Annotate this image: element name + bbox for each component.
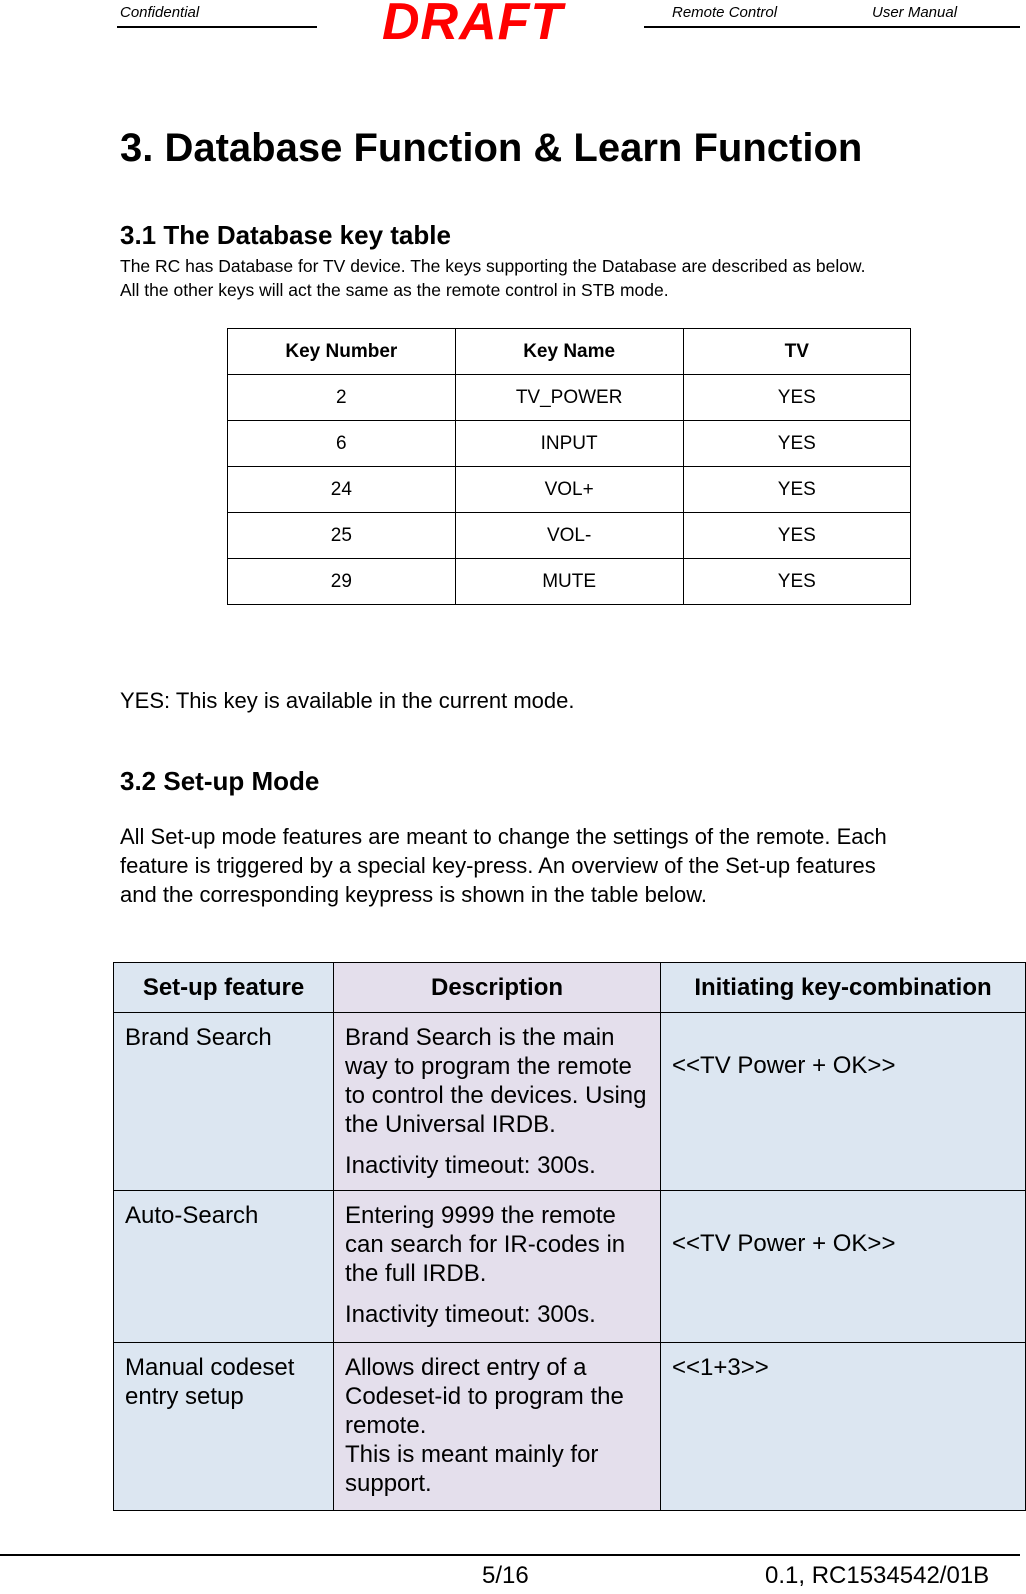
key-combination-cell: <<TV Power + OK>> <box>661 1191 1026 1343</box>
feature-cell: Manual codeset entry setup <box>114 1343 334 1511</box>
footer-rule <box>0 1554 1020 1556</box>
feature-cell: Auto-Search <box>114 1191 334 1343</box>
page-number: 5/16 <box>482 1562 529 1589</box>
key-table-header-row <box>228 329 911 375</box>
header-doc-type: User Manual <box>872 4 958 21</box>
support-note-text: This is meant mainly for support. <box>345 1441 599 1497</box>
database-intro-line2: All the other keys will act the same as the remote control in STB mode. <box>120 280 669 300</box>
feature-cell: Brand Search <box>114 1013 334 1191</box>
key-name-header: Key Name <box>455 329 683 375</box>
subsection-database-title: 3.1 The Database key table <box>120 220 451 250</box>
yes-note: YES: This key is available in the current mode. <box>120 688 575 713</box>
key-combination-cell: <<1+3>> <box>661 1343 1026 1511</box>
setup-intro-line3: and the corresponding keypress is shown in the table below. <box>120 882 708 907</box>
key-name-cell: TV_POWER <box>455 375 683 421</box>
timeout-text: Inactivity timeout: 300s. <box>345 1301 596 1328</box>
setup-table-header-row <box>114 963 1026 1013</box>
section-title: 3. Database Function & Learn Function <box>120 126 863 170</box>
tv-header: TV <box>683 329 910 375</box>
timeout-text: Inactivity timeout: 300s. <box>345 1152 596 1179</box>
table-row <box>228 559 911 605</box>
description-cell <box>334 1343 661 1511</box>
key-name-cell: VOL- <box>455 513 683 559</box>
table-row <box>228 421 911 467</box>
description-cell <box>334 1191 661 1343</box>
setup-feature-header: Set-up feature <box>114 963 334 1013</box>
key-number-cell: 29 <box>228 559 456 605</box>
key-number-cell: 24 <box>228 467 456 513</box>
draft-watermark: DRAFT <box>382 0 564 51</box>
key-name-cell: INPUT <box>455 421 683 467</box>
tv-support-cell: YES <box>683 421 910 467</box>
setup-intro-line2: feature is triggered by a special key-press. An overview of the Set-up features <box>120 853 876 878</box>
setup-mode-table <box>113 962 1026 1511</box>
description-cell <box>334 1013 661 1191</box>
setup-intro-line1: All Set-up mode features are meant to change the settings of the remote. Each <box>120 824 887 849</box>
key-number-cell: 2 <box>228 375 456 421</box>
key-number-header: Key Number <box>228 329 456 375</box>
key-number-cell: 6 <box>228 421 456 467</box>
description-text: Allows direct entry of a Codeset-id to program the remote. <box>345 1354 624 1439</box>
header-rule-right <box>644 26 1020 28</box>
header-rule-left <box>117 26 317 28</box>
header-confidential: Confidential <box>120 4 200 21</box>
description-text: Entering 9999 the remote can search for IR-codes in the full IRDB. <box>345 1202 626 1287</box>
database-key-table <box>227 328 911 605</box>
key-name-cell: MUTE <box>455 559 683 605</box>
table-row <box>228 513 911 559</box>
tv-support-cell: YES <box>683 467 910 513</box>
document-id: 0.1, RC1534542/01B <box>765 1562 990 1589</box>
table-row <box>114 1013 1026 1191</box>
tv-support-cell: YES <box>683 559 910 605</box>
table-row <box>228 467 911 513</box>
subsection-setup-title: 3.2 Set-up Mode <box>120 766 320 796</box>
database-intro-line1: The RC has Database for TV device. The keys supporting the Database are described as below. <box>120 256 866 276</box>
key-combination-cell: <<TV Power + OK>> <box>661 1013 1026 1191</box>
table-row <box>228 375 911 421</box>
description-text: Brand Search is the main way to program the remote to control the devices. Using the Universal IRDB. <box>345 1024 647 1138</box>
tv-support-cell: YES <box>683 513 910 559</box>
description-header: Description <box>334 963 661 1013</box>
header-product: Remote Control <box>672 4 778 21</box>
table-row <box>114 1191 1026 1343</box>
key-name-cell: VOL+ <box>455 467 683 513</box>
tv-support-cell: YES <box>683 375 910 421</box>
key-combination-header: Initiating key-combination <box>661 963 1026 1013</box>
key-number-cell: 25 <box>228 513 456 559</box>
table-row <box>114 1343 1026 1511</box>
